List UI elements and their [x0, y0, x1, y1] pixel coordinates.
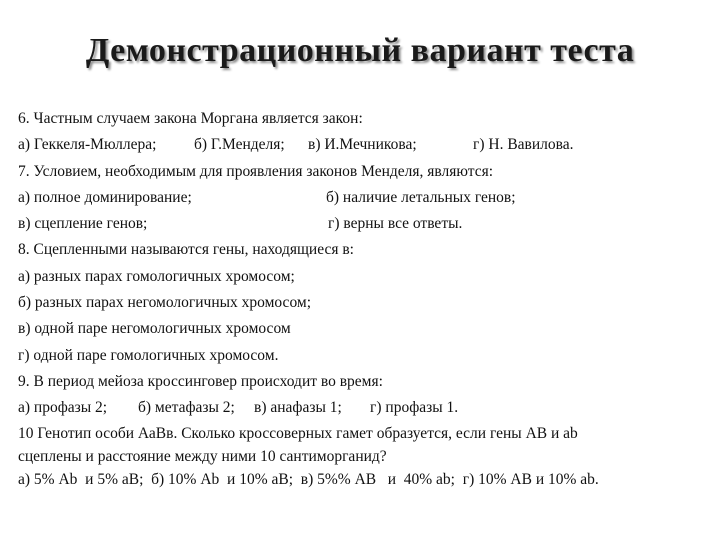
question-8-option-c-row [18, 316, 718, 342]
question-8-option-d: г) одной паре гомологичных хромосом. [18, 346, 279, 364]
question-9-options [18, 395, 718, 421]
question-6-option-b: б) Г.Менделя; [194, 136, 285, 154]
question-8-text: 8. Сцепленными называются гены, находящиеся в: [18, 241, 354, 259]
question-10-text-line-2: сцеплены и расстояние между ними 10 сантиморганид? [18, 447, 387, 465]
question-6-text: 6. Частным случаем закона Моргана является закон: [18, 110, 363, 127]
question-10-line-2 [18, 445, 718, 468]
question-8-option-b-row [18, 290, 718, 316]
question-8-option-a: а) разных парах гомологичных хромосом; [18, 267, 295, 285]
question-8-option-c: в) одной паре негомологичных хромосом [18, 320, 291, 338]
slide-title: Демонстрационный вариант теста [85, 32, 635, 69]
question-9 [18, 369, 718, 395]
question-7-options-row-2 [18, 211, 718, 237]
question-9-option-d: г) профазы 1. [370, 399, 459, 417]
question-9-option-b: б) метафазы 2; [138, 399, 235, 417]
question-8-option-a-row [18, 264, 718, 290]
question-8 [18, 237, 718, 263]
question-8-option-b: б) разных парах негомологичных хромосом; [18, 294, 312, 312]
question-7-option-c: в) сцепление генов; [18, 215, 148, 233]
question-10-options [18, 468, 718, 491]
question-9-text: 9. В период мейоза кроссинговер происходит во время: [18, 372, 383, 390]
question-10-line-1 [18, 422, 718, 445]
test-content [18, 106, 718, 491]
question-8-option-d-row [18, 343, 718, 369]
question-6 [18, 106, 718, 132]
question-7-text: 7. Условием, необходимым для проявления законов Менделя, являются: [18, 162, 494, 180]
question-7-option-a: а) полное доминирование; [18, 188, 192, 206]
question-10-options-text: а) 5% Аb и 5% аВ; б) 10% Аb и 10% аВ; в) 5%% АВ и 40% аb; г) 10% АВ и 10% аb. [18, 470, 599, 488]
question-6-option-d: г) Н. Вавилова. [473, 136, 574, 154]
question-6-option-c: в) И.Мечникова; [308, 136, 417, 154]
question-7-option-b: б) наличие летальных генов; [326, 188, 516, 206]
question-7 [18, 159, 718, 185]
question-7-options-row-1 [18, 185, 718, 211]
question-7-option-d: г) верны все ответы. [328, 215, 463, 233]
question-9-option-c: в) анафазы 1; [254, 399, 342, 417]
question-9-option-a: а) профазы 2; [18, 399, 108, 417]
question-6-options [18, 132, 718, 158]
question-6-option-a: а) Геккеля-Мюллера; [18, 136, 157, 154]
question-10-text-line-1: 10 Генотип особи АаВв. Сколько кроссоверных гамет образуется, если гены АВ и аb [18, 424, 578, 442]
